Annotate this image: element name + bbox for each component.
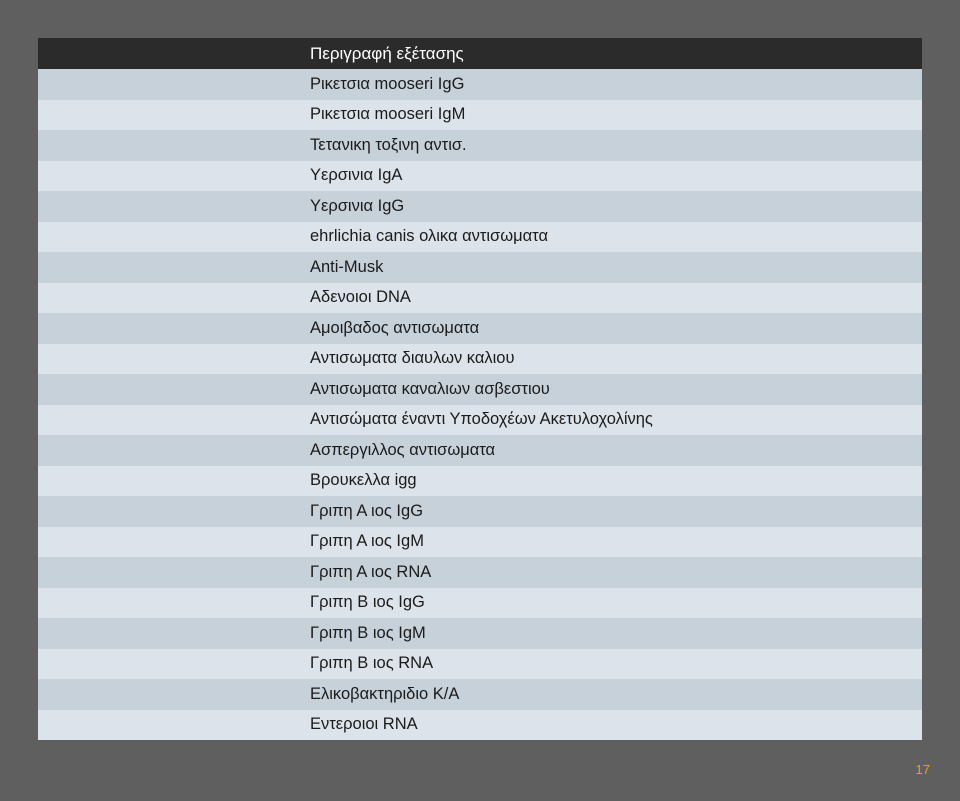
exam-table xyxy=(38,38,922,740)
row-label: Αντισωματα καναλιων ασβεστιου xyxy=(310,379,550,398)
table-row xyxy=(38,710,922,741)
row-label: Γριπη Α ιος IgG xyxy=(310,501,424,520)
table-row xyxy=(38,283,922,314)
row-label: Γριπη Β ιος RNA xyxy=(310,654,434,673)
row-label: Γριπη Α ιος IgM xyxy=(310,532,424,551)
table-row xyxy=(38,679,922,710)
row-label: Εντεροιοι RNA xyxy=(310,715,418,734)
table-row xyxy=(38,313,922,344)
table-row xyxy=(38,588,922,619)
row-label: Αδενοιοι DNA xyxy=(310,288,411,307)
row-label: Αντισωματα διαυλων καλιου xyxy=(310,349,515,368)
table-row xyxy=(38,69,922,100)
row-label: Ρικετσια mooseri IgG xyxy=(310,74,465,93)
table-row xyxy=(38,130,922,161)
page-number: 17 xyxy=(915,762,930,777)
row-label: Ασπεργιλλος αντισωματα xyxy=(310,440,496,459)
row-label: Αντισώματα έναντι Υποδοχέων Ακετυλοχολίνης xyxy=(310,410,653,429)
table-row xyxy=(38,527,922,558)
table-row xyxy=(38,557,922,588)
row-label: Ελικοβακτηριδιο Κ/Α xyxy=(310,684,460,703)
row-label: Υερσινια IgA xyxy=(310,166,403,185)
table-row xyxy=(38,496,922,527)
header-label: Περιγραφή εξέτασης xyxy=(310,43,464,63)
table-row xyxy=(38,435,922,466)
table-row xyxy=(38,100,922,131)
row-label: Γριπη Β ιος IgM xyxy=(310,623,426,642)
table-row xyxy=(38,252,922,283)
table-row xyxy=(38,161,922,192)
row-label: Γριπη Α ιος RNA xyxy=(310,562,432,581)
table-row xyxy=(38,222,922,253)
table-row xyxy=(38,466,922,497)
table-row xyxy=(38,649,922,680)
row-label: ehrlichia canis ολικα αντισωματα xyxy=(310,227,548,246)
table-row xyxy=(38,405,922,436)
table-row xyxy=(38,191,922,222)
table-row xyxy=(38,344,922,375)
table-row xyxy=(38,374,922,405)
table-row xyxy=(38,618,922,649)
row-label: Υερσινια IgG xyxy=(310,196,405,215)
row-label: Anti-Musk xyxy=(310,257,384,276)
table-header xyxy=(38,38,922,69)
row-label: Γριπη Β ιος IgG xyxy=(310,593,425,612)
row-label: Ρικετσια mooseri IgM xyxy=(310,105,466,124)
row-label: Τετανικη τοξινη αντισ. xyxy=(310,135,467,154)
row-label: Βρουκελλα igg xyxy=(310,471,417,490)
row-label: Αμοιβαδος αντισωματα xyxy=(310,318,480,337)
